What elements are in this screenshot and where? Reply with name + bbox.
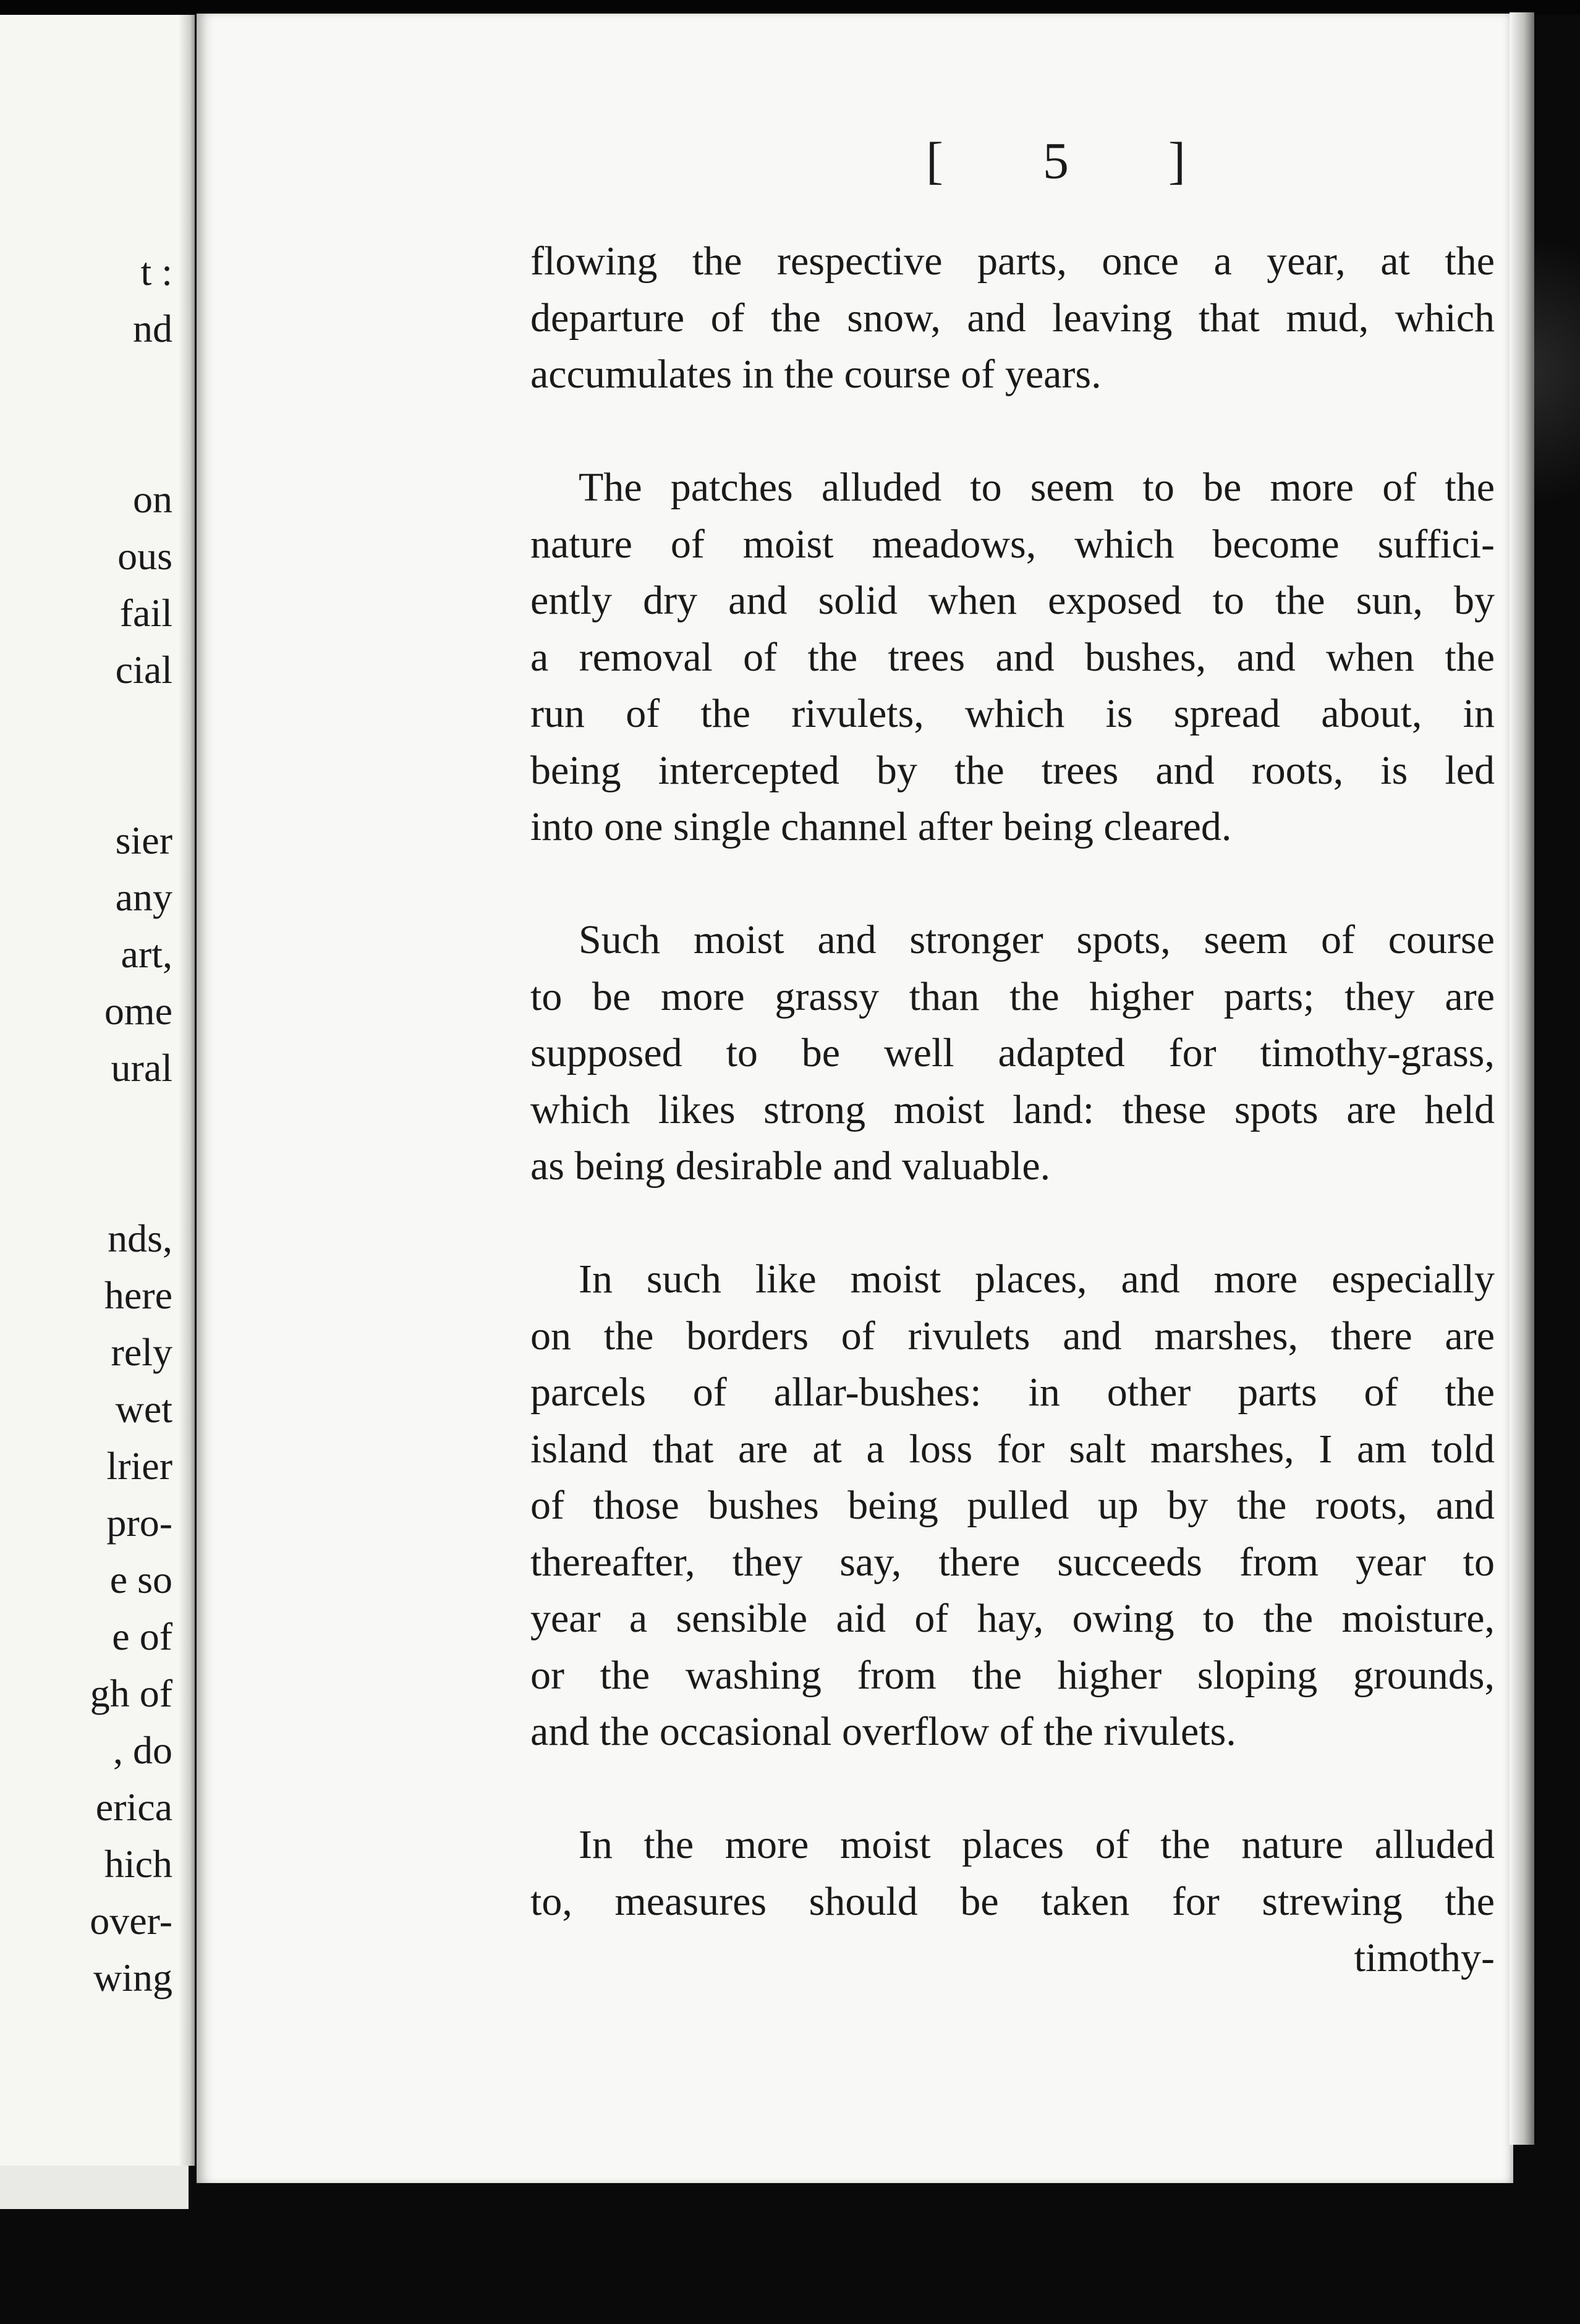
left-page-line: lrier [106,1444,172,1488]
text-line: ently dry and solid when exposed to the sun, by [530,578,1495,623]
body-text [530,233,1495,1987]
left-page-line: ural [111,1046,172,1090]
left-page-line: over- [90,1899,172,1943]
text-line: and the occasional overflow of the rivulets. [530,1709,1236,1754]
paragraph [530,233,1495,403]
left-page-line: hich [104,1842,172,1886]
left-page-line: any [115,875,172,919]
text-line: thereafter, they say, there succeeds from year to [530,1539,1495,1585]
left-page-line: ous [117,534,172,578]
text-line: into one single channel after being cleared. [530,804,1232,849]
left-page-line: t : [140,250,172,294]
left-page-line: fail [119,591,172,635]
text-line: to, measures should be taken for strewing the [530,1878,1495,1924]
text-line: or the washing from the higher sloping grounds, [530,1652,1495,1698]
left-page-line: wet [115,1387,172,1431]
left-page-line: on [133,477,172,521]
text-line: accumulates in the course of years. [530,352,1102,397]
text-line: departure of the snow, and leaving that mud, which [530,295,1495,341]
page-number: [ 5 ] [926,132,1229,190]
left-page-line [90,698,172,755]
text-line: nature of moist meadows, which become suffici- [530,521,1495,567]
left-page-line: e of [112,1614,172,1658]
left-page-line: cial [115,648,172,692]
left-facing-page [0,15,195,2166]
text-line: island that are at a loss for salt marshes, I am told [530,1426,1495,1472]
text-line: which likes strong moist land: these spots are held [530,1087,1495,1132]
left-page-line: here [104,1273,172,1317]
text-line: to be more grassy than the higher parts; they are [530,973,1495,1019]
text-line: being intercepted by the trees and roots, is led [530,747,1495,793]
left-page-line: rely [111,1330,172,1374]
left-page-line: nds, [108,1216,172,1260]
text-line: flowing the respective parts, once a year, at the [530,239,1495,284]
left-page-line: wing [93,1956,172,2000]
left-page-line: e so [109,1558,172,1601]
text-line: as being desirable and valuable. [530,1143,1051,1189]
text-line: In such like moist places, and more especially [579,1257,1495,1302]
left-page-line [90,755,172,812]
left-page-line [90,414,172,471]
left-page-line: , do [113,1728,172,1772]
left-page-line: pro- [106,1501,172,1545]
left-page-line: art, [121,932,172,976]
text-line: on the borders of rivulets and marshes, there are [530,1313,1495,1359]
text-line: a removal of the trees and bushes, and when the [530,634,1495,680]
text-line: In the more moist places of the nature alluded [579,1822,1495,1867]
paragraph [530,912,1495,1195]
page-right-edge [1510,12,1534,2145]
text-line: supposed to be well adapted for timothy-grass, [530,1030,1495,1075]
left-page-line: erica [95,1785,172,1829]
catchword: timothy- [1354,1935,1495,1980]
left-page-line [90,1153,172,1210]
paragraph [530,459,1495,855]
left-page-line: gh of [90,1671,172,1715]
left-page-line: ome [104,989,172,1033]
scan-top-edge [0,0,1580,15]
left-page-bottom-edge [0,2166,189,2209]
text-line: run of the rivulets, which is spread about, in [530,691,1495,736]
gutter-shadow [179,15,195,2166]
text-line: The patches alluded to seem to be more of the [579,465,1495,510]
paragraph [530,1251,1495,1760]
left-page-line [90,1096,172,1153]
left-page-line: nd [133,307,172,350]
text-line: parcels of allar-bushes: in other parts of the [530,1370,1495,1415]
text-line: Such moist and stronger spots, seem of course [579,917,1495,962]
left-page-text-fragments [90,244,172,2006]
right-page [197,14,1513,2183]
left-page-line [90,357,172,414]
left-page-line: sier [115,818,172,862]
text-line: year a sensible aid of hay, owing to the moisture, [530,1596,1495,1641]
paragraph [530,1817,1495,1987]
text-line: of those bushes being pulled up by the roots, and [530,1483,1495,1528]
